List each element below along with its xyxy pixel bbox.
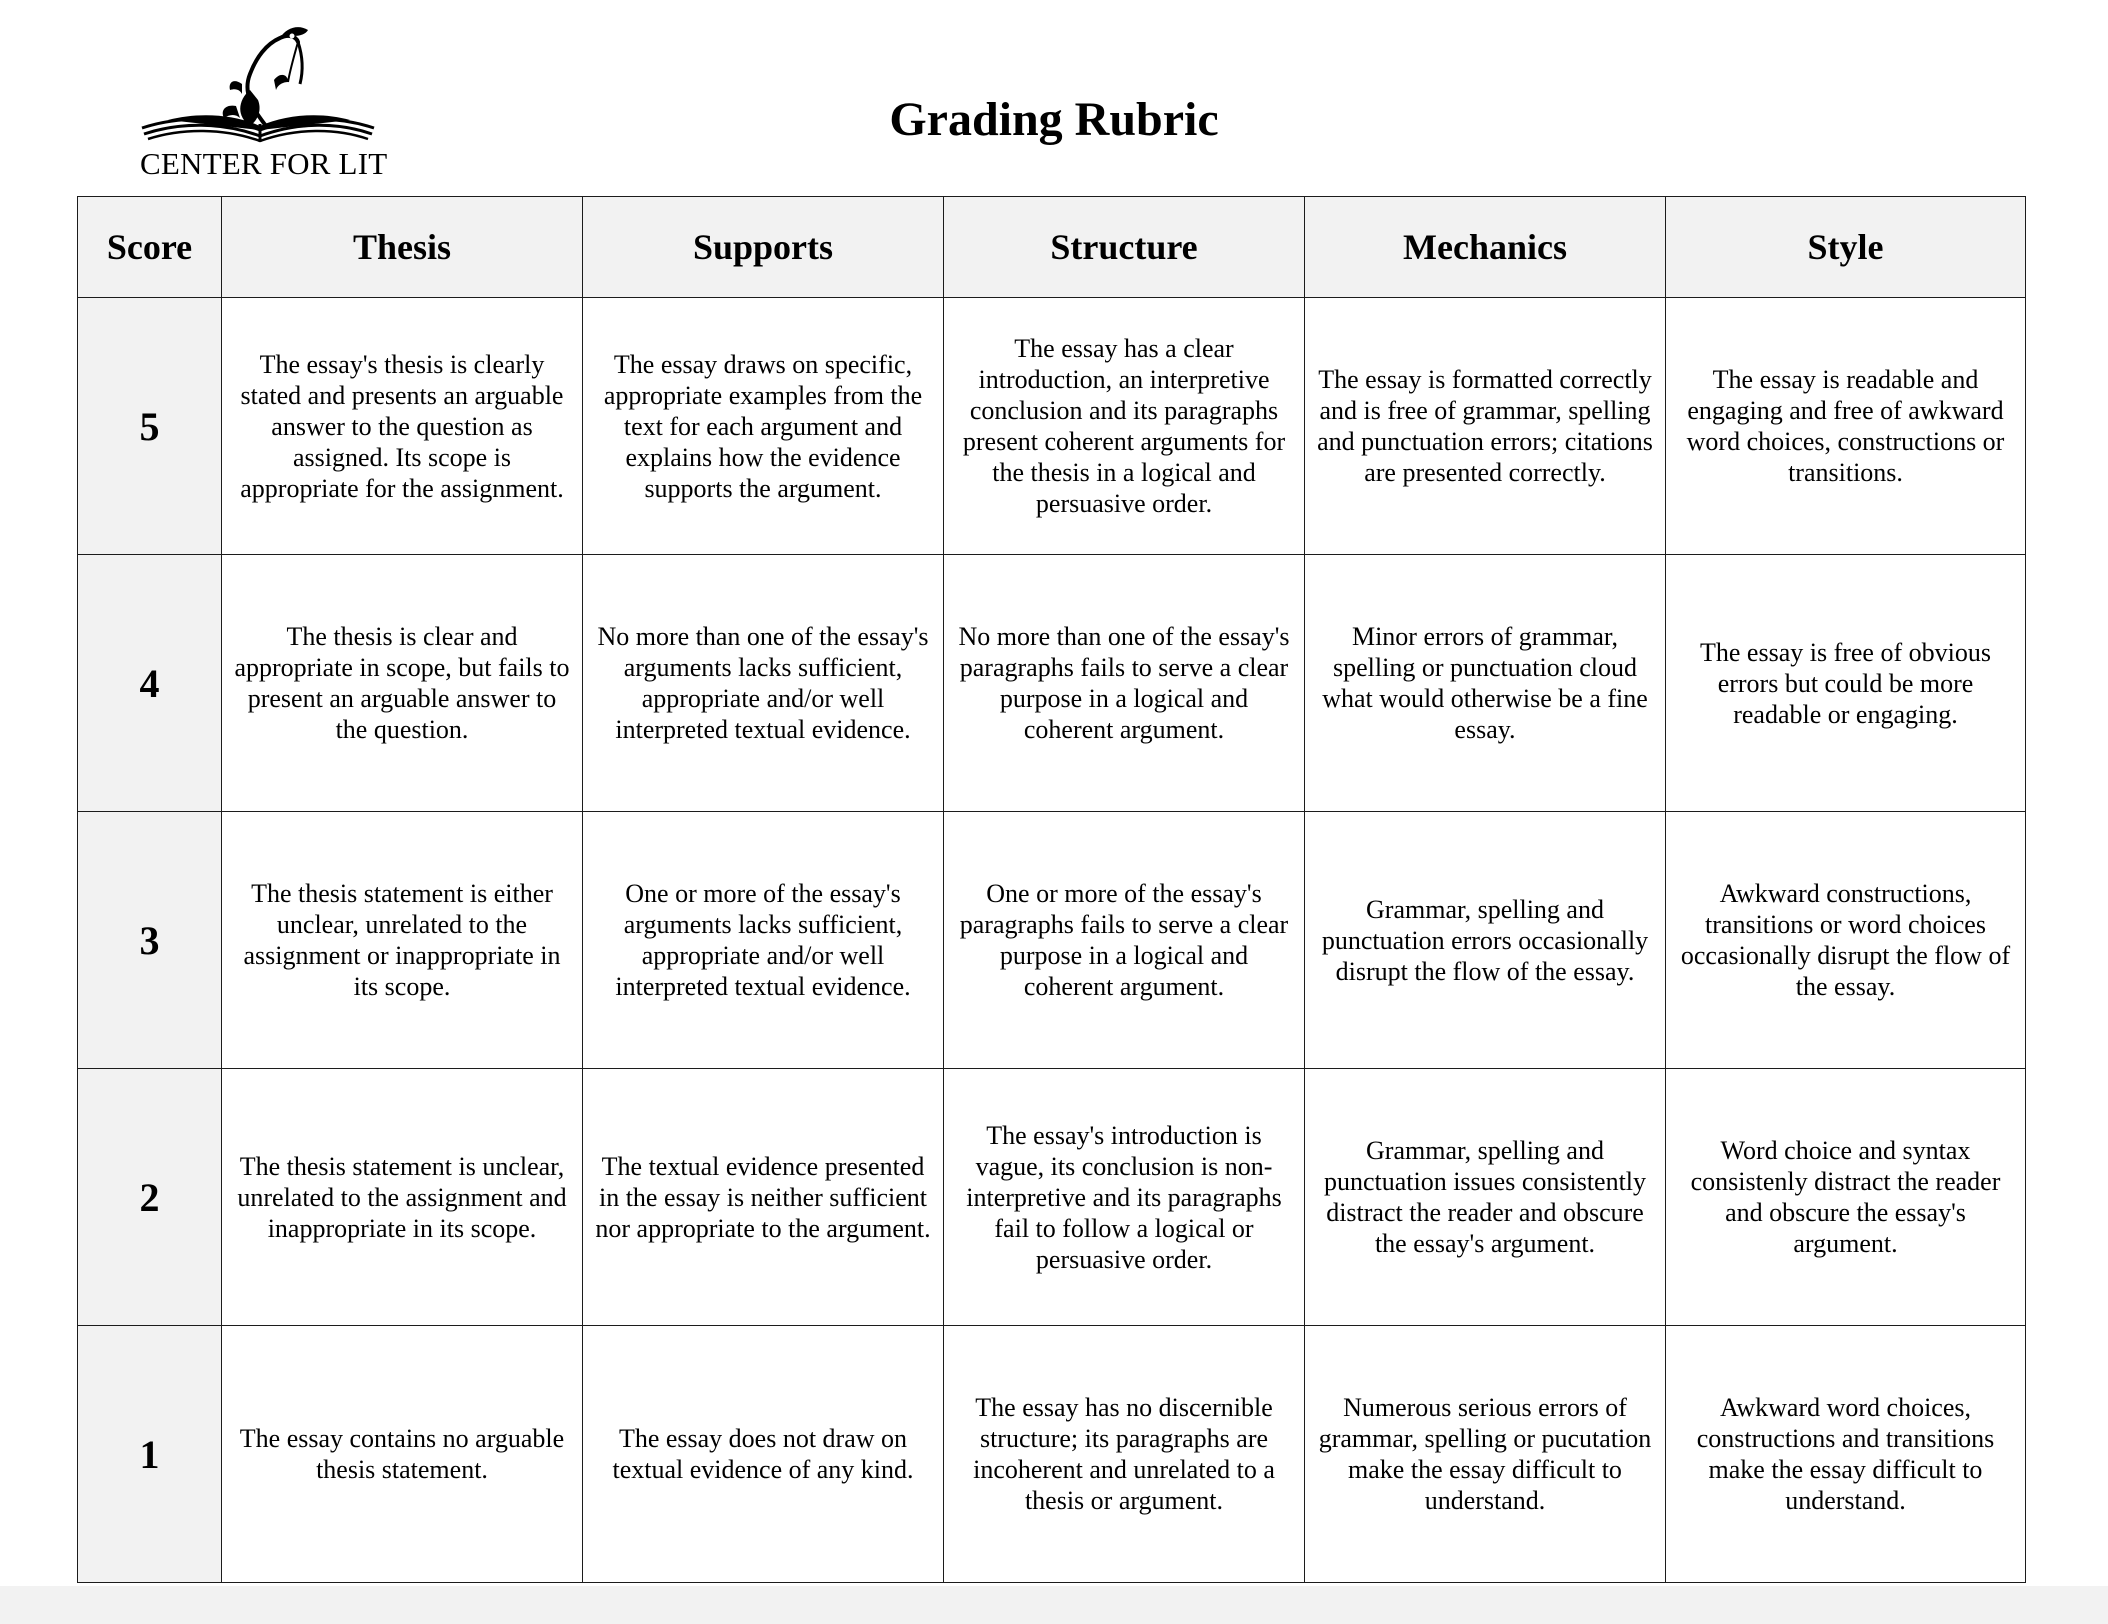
score-cell: 2 bbox=[78, 1069, 222, 1326]
mechanics-cell: The essay is formatted correctly and is free of grammar, spelling and punctuation errors; citations are presented correctly. bbox=[1305, 298, 1666, 555]
table-row bbox=[78, 555, 2026, 812]
thesis-cell: The essay's thesis is clearly stated and presents an arguable answer to the question as assigned. Its scope is appropriate for the assignment. bbox=[222, 298, 583, 555]
logo-text: CENTER FOR LIT bbox=[140, 146, 388, 181]
header-row bbox=[78, 197, 2026, 298]
supports-cell: One or more of the essay's arguments lacks sufficient, appropriate and/or well interpreted textual evidence. bbox=[583, 812, 944, 1069]
thesis-cell: The thesis statement is either unclear, unrelated to the assignment or inappropriate in its scope. bbox=[222, 812, 583, 1069]
thesis-cell: The essay contains no arguable thesis statement. bbox=[222, 1326, 583, 1583]
structure-cell: The essay has no discernible structure; its paragraphs are incoherent and unrelated to a thesis or argument. bbox=[944, 1326, 1305, 1583]
structure-cell: The essay's introduction is vague, its conclusion is non-interpretive and its paragraphs fail to follow a logical or persuasive order. bbox=[944, 1069, 1305, 1326]
page-bottom-edge bbox=[0, 1586, 2108, 1624]
table-row bbox=[78, 1326, 2026, 1583]
score-cell: 5 bbox=[78, 298, 222, 555]
mechanics-cell: Minor errors of grammar, spelling or punctuation cloud what would otherwise be a fine essay. bbox=[1305, 555, 1666, 812]
style-cell: Awkward constructions, transitions or word choices occasionally disrupt the flow of the essay. bbox=[1666, 812, 2026, 1069]
page-title: Grading Rubric bbox=[889, 93, 1219, 146]
structure-cell: The essay has a clear introduction, an interpretive conclusion and its paragraphs present coherent arguments for the thesis in a logical and persuasive order. bbox=[944, 298, 1305, 555]
header-score: Score bbox=[78, 197, 222, 298]
supports-cell: The essay draws on specific, appropriate examples from the text for each argument and explains how the evidence supports the argument. bbox=[583, 298, 944, 555]
score-cell: 3 bbox=[78, 812, 222, 1069]
supports-cell: The essay does not draw on textual evidence of any kind. bbox=[583, 1326, 944, 1583]
supports-cell: No more than one of the essay's arguments lacks sufficient, appropriate and/or well interpreted textual evidence. bbox=[583, 555, 944, 812]
header-structure: Structure bbox=[944, 197, 1305, 298]
header-supports: Supports bbox=[583, 197, 944, 298]
structure-cell: No more than one of the essay's paragraphs fails to serve a clear purpose in a logical and coherent argument. bbox=[944, 555, 1305, 812]
thesis-cell: The thesis is clear and appropriate in scope, but fails to present an arguable answer to the question. bbox=[222, 555, 583, 812]
thesis-cell: The thesis statement is unclear, unrelated to the assignment and inappropriate in its scope. bbox=[222, 1069, 583, 1326]
header-style: Style bbox=[1666, 197, 2026, 298]
table-row bbox=[78, 1069, 2026, 1326]
style-cell: Awkward word choices, constructions and transitions make the essay difficult to understand. bbox=[1666, 1326, 2026, 1583]
style-cell: The essay is readable and engaging and free of awkward word choices, constructions or transitions. bbox=[1666, 298, 2026, 555]
table-row bbox=[78, 298, 2026, 555]
mechanics-cell: Grammar, spelling and punctuation errors occasionally disrupt the flow of the essay. bbox=[1305, 812, 1666, 1069]
style-cell: The essay is free of obvious errors but could be more readable or engaging. bbox=[1666, 555, 2026, 812]
score-cell: 4 bbox=[78, 555, 222, 812]
mechanics-cell: Grammar, spelling and punctuation issues consistently distract the reader and obscure the essay's argument. bbox=[1305, 1069, 1666, 1326]
table-row bbox=[78, 812, 2026, 1069]
style-cell: Word choice and syntax consistenly distract the reader and obscure the essay's argument. bbox=[1666, 1069, 2026, 1326]
header-mechanics: Mechanics bbox=[1305, 197, 1666, 298]
grading-rubric-table bbox=[77, 196, 2026, 1583]
supports-cell: The textual evidence presented in the essay is neither sufficient nor appropriate to the argument. bbox=[583, 1069, 944, 1326]
structure-cell: One or more of the essay's paragraphs fails to serve a clear purpose in a logical and coherent argument. bbox=[944, 812, 1305, 1069]
mechanics-cell: Numerous serious errors of grammar, spelling or pucutation make the essay difficult to understand. bbox=[1305, 1326, 1666, 1583]
header-thesis: Thesis bbox=[222, 197, 583, 298]
score-cell: 1 bbox=[78, 1326, 222, 1583]
